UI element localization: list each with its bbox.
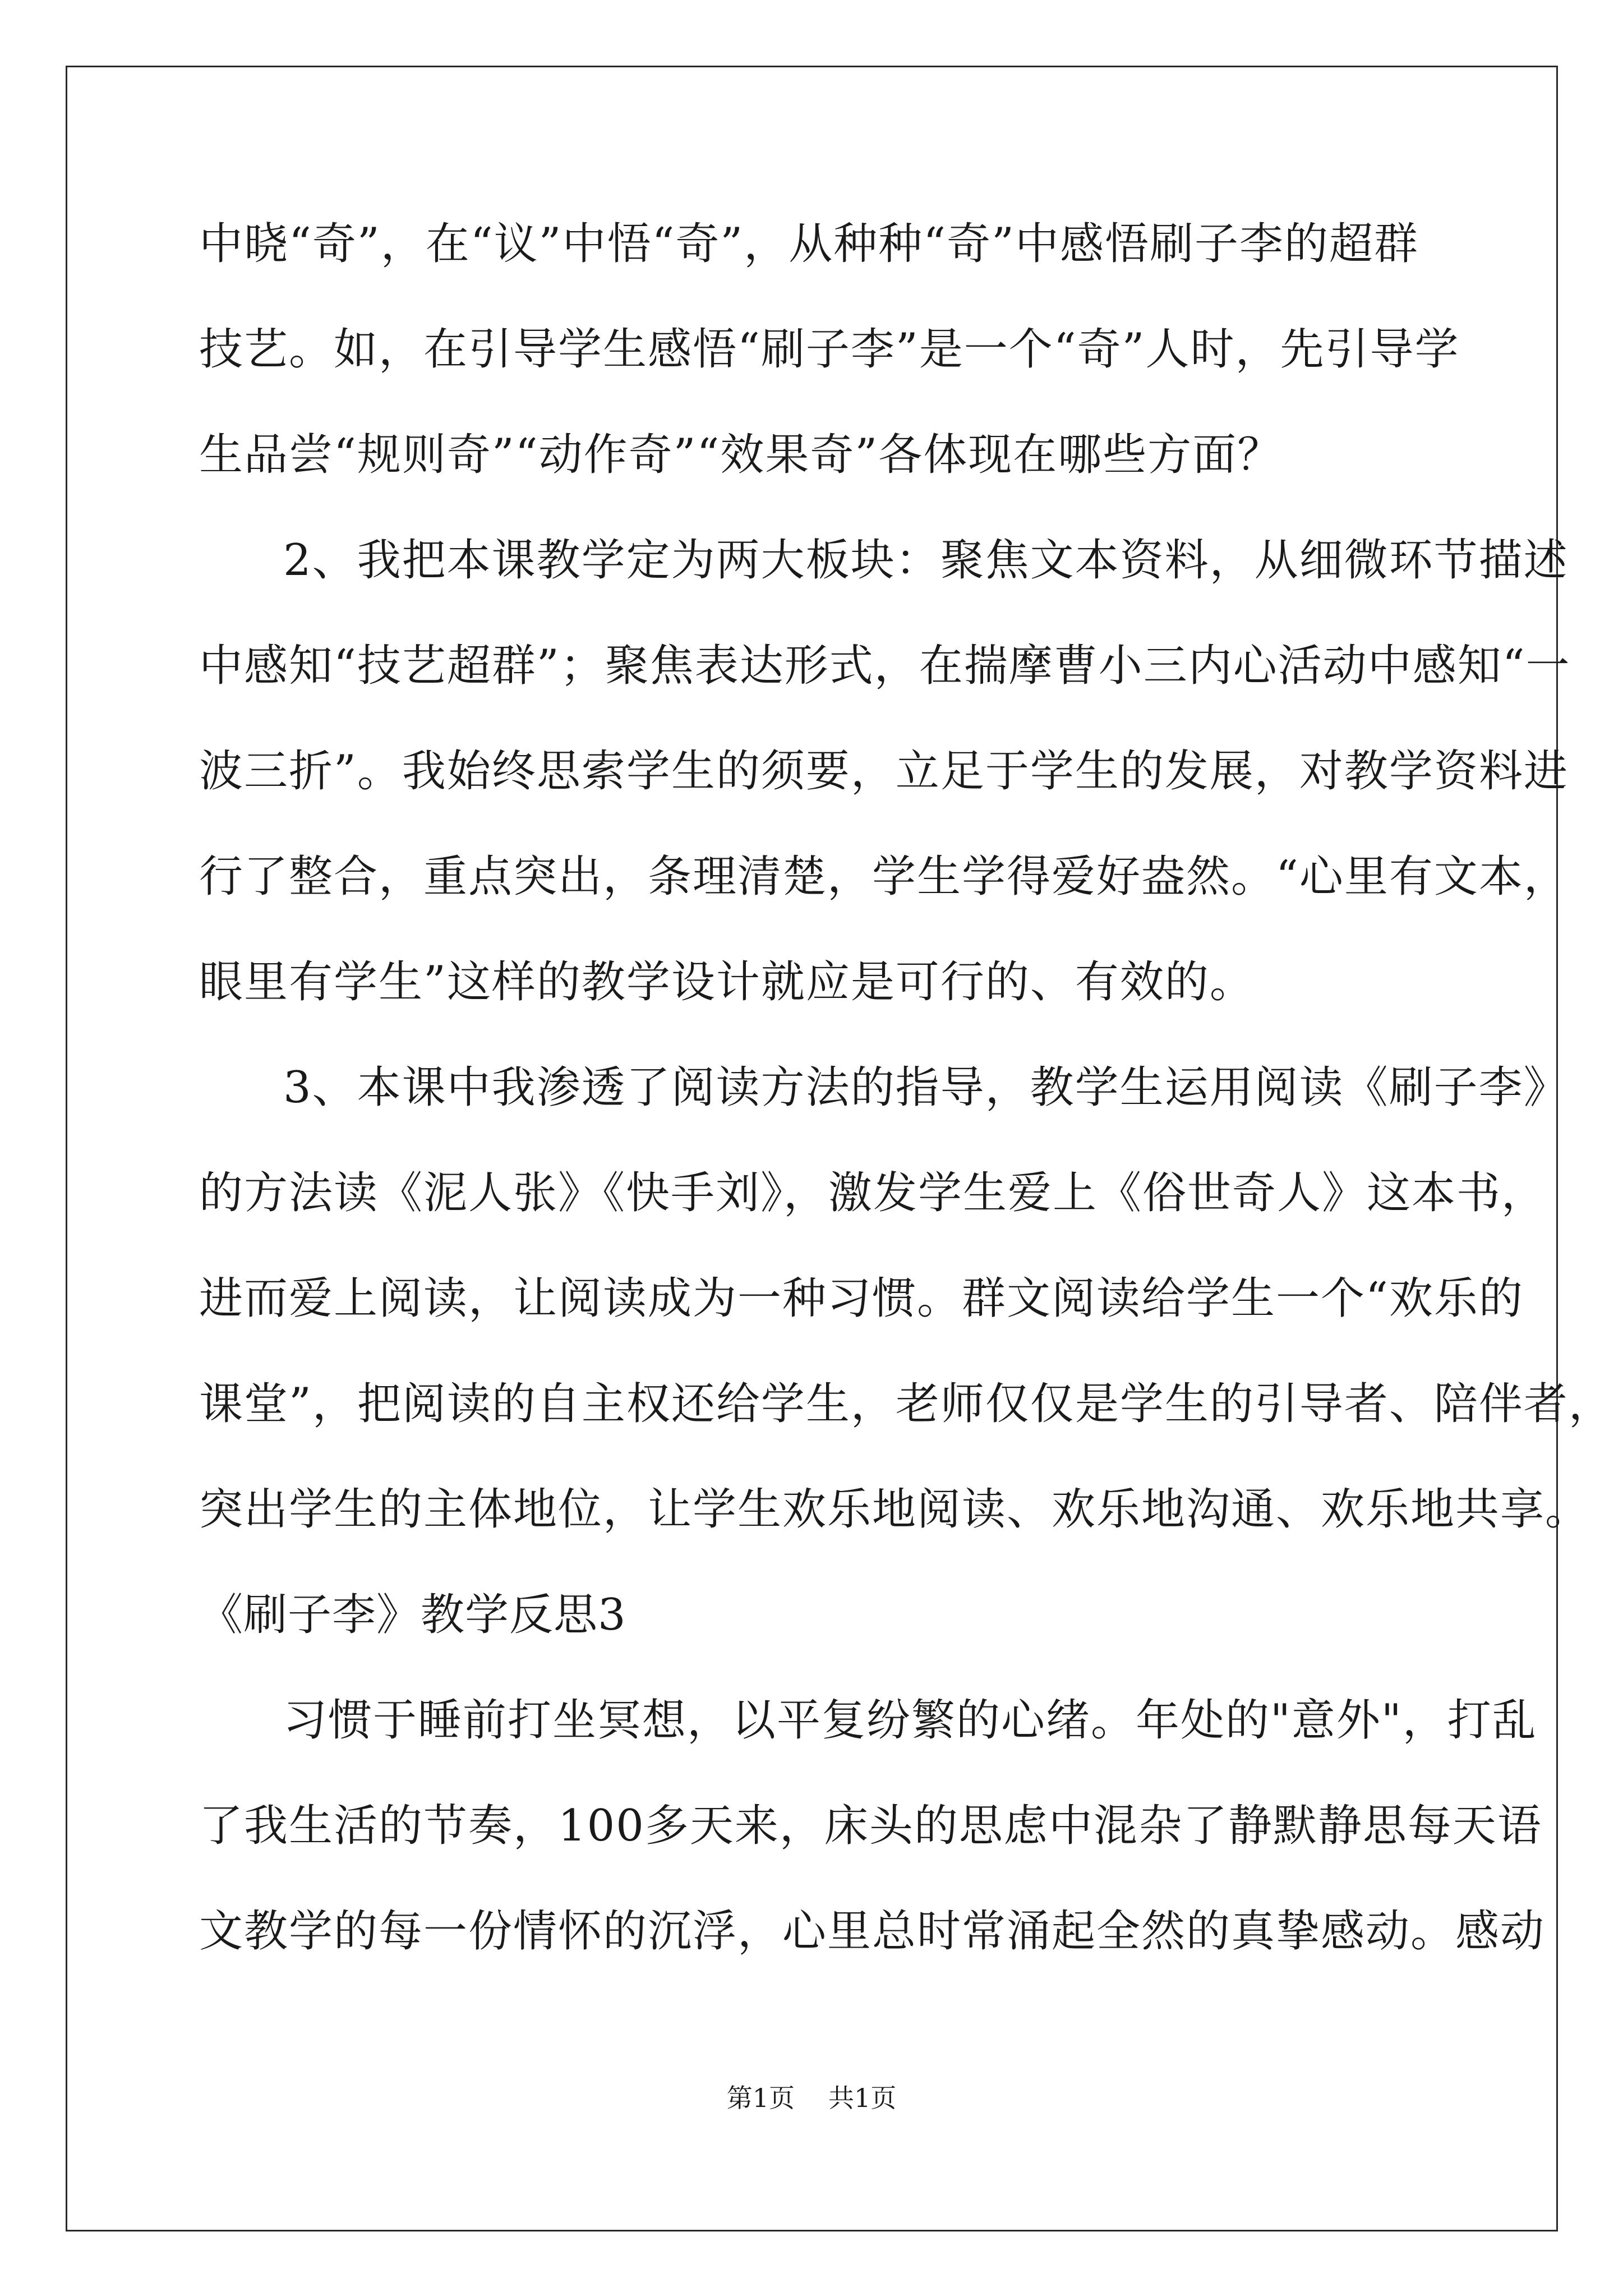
paragraph-start-line: 2、我把本课教学定为两大板块：聚焦文本资料，从细微环节描述 bbox=[283, 535, 1569, 586]
page-number: 第1页 bbox=[726, 2083, 795, 2113]
text-line: 文教学的每一份情怀的沉浮，心里总时常涌起全然的真挚感动。感动 bbox=[199, 1906, 1546, 1957]
text-line: 了我生活的节奏，100多天来，床头的思虑中混杂了静默静思每天语 bbox=[199, 1801, 1542, 1851]
text-line: 技艺。如，在引导学生感悟“刷子李”是一个“奇”人时，先引导学 bbox=[199, 324, 1460, 375]
page-footer bbox=[0, 2081, 1623, 2115]
page-total: 共1页 bbox=[828, 2083, 897, 2113]
text-line: 波三折”。我始终思索学生的须要，立足于学生的发展，对教学资料进 bbox=[199, 746, 1569, 797]
text-line: 生品尝“规则奇”“动作奇”“效果奇”各体现在哪些方面？ bbox=[199, 430, 1283, 480]
text-line: 突出学生的主体地位，让学生欢乐地阅读、欢乐地沟通、欢乐地共享。 bbox=[199, 1484, 1590, 1535]
text-line: 课堂”，把阅读的自主权还给学生，老师仅仅是学生的引导者、陪伴者， bbox=[199, 1379, 1613, 1429]
text-line: 进而爱上阅读，让阅读成为一种习惯。群文阅读给学生一个“欢乐的 bbox=[199, 1273, 1524, 1324]
document-body bbox=[199, 213, 1613, 2006]
text-line: 中感知“技艺超群”；聚焦表达形式，在揣摩曹小三内心活动中感知“一 bbox=[199, 641, 1571, 691]
text-line: 中晓“奇”，在“议”中悟“奇”，从种种“奇”中感悟刷子李的超群 bbox=[199, 219, 1419, 269]
paragraph-start-line: 3、本课中我渗透了阅读方法的指导，教学生运用阅读《刷子李》 bbox=[283, 1062, 1569, 1113]
text-line: 行了整合，重点突出，条理清楚，学生学得爱好盎然。“心里有文本， bbox=[199, 852, 1569, 902]
text-line: 眼里有学生”这样的教学设计就应是可行的、有效的。 bbox=[199, 957, 1255, 1007]
section-heading: 《刷子李》教学反思3 bbox=[199, 1590, 626, 1640]
text-line: 的方法读《泥人张》《快手刘》，激发学生爱上《俗世奇人》这本书， bbox=[199, 1168, 1547, 1218]
paragraph-start-line: 习惯于睡前打坐冥想，以平复纷繁的心绪。年处的"意外"，打乱 bbox=[283, 1695, 1537, 1746]
